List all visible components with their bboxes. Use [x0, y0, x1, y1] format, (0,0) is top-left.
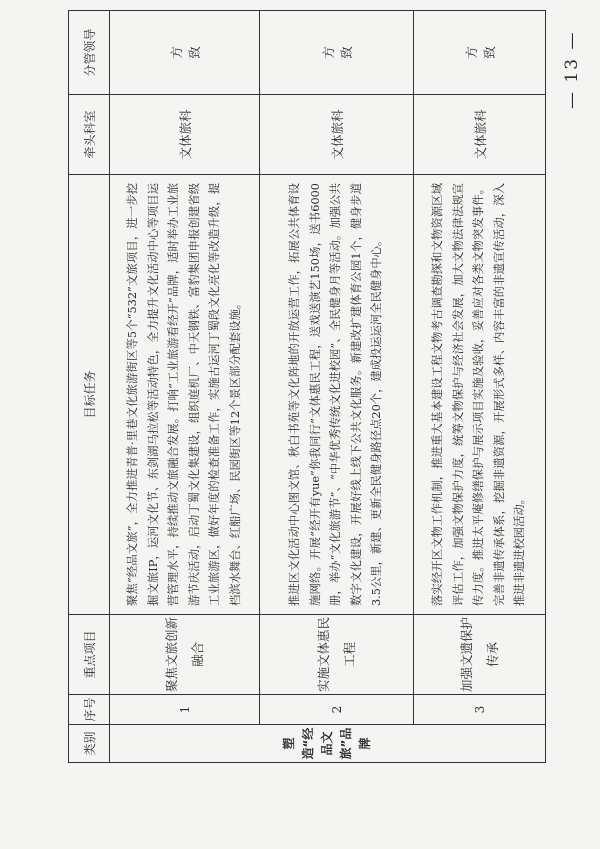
project-name: 加强文遗保护传承 — [414, 615, 546, 695]
category-cell: 塑造“经品文旅”品牌 — [110, 725, 546, 763]
row-number: 2 — [260, 695, 414, 725]
table-row — [414, 11, 546, 763]
project-name: 聚焦文旅创新融合 — [110, 615, 260, 695]
responsible-leader: 方 致 — [260, 11, 414, 95]
lead-department: 文体旅科 — [260, 95, 414, 175]
table-row — [110, 11, 260, 763]
page-number: — 13 — — [562, 30, 582, 109]
header-project: 重点项目 — [69, 615, 110, 695]
header-no: 序号 — [69, 695, 110, 725]
row-number: 1 — [110, 695, 260, 725]
task-table — [68, 10, 546, 763]
task-description: 推进区文化活动中心图文馆、秋白书苑等文化阵地的开放运营工作，拓展公共体育设施网络。开展“经开有yue”你我同行”文体惠民工程，送戏送演艺150场，送书6000册，举办“文化旅游节”、“中华优秀传统文化进校园”、全民健身月等活动。加强公共数字文化建设，开展好线上线下公共文化服务。新建改扩建体育公园1个，健身步道3.5公里，新建、更新全民健身路径点20个，建成投运运河全民健身中心。 — [260, 175, 414, 615]
task-description: 落实经开区文物工作机制，推进重大基本建设工程文物考古调查勘探和文物资源区域评估工作，加强文物保护力度，统筹文物保护与经济社会发展，加大文物法律法规宣传力度。推进太平庵修缮保护与展示项目实施及验收，妥善应对各类文物突发事件。完善非遗传承体系，挖掘非遗资源，开展形式多样、内容丰富的非遗宣传活动，深入推进非遗进校园活动。 — [414, 175, 546, 615]
responsible-leader: 方 致 — [110, 11, 260, 95]
lead-department: 文体旅科 — [414, 95, 546, 175]
header-task: 目标任务 — [69, 175, 110, 615]
task-description: 聚焦“经品文旅”，全力推进青普·里巷文化旅游街区等5个“532”文旅项目，进一步挖掘文旅IP，运河文化节、东剑湖马拉松等活动特色，全力提升文化活动中心等项目运营管理水平，持续推动文旅融合发展。打响“工业旅游看经开”品牌，适时举办工业旅游节庆活动，启动丁蜀文化集建设，组织庭机厂、中天钢铁、富豹集团申报创建省级工业旅游区，做好年度的检查准备工作，实施古运河丁蜀段文化亮化等改造升级，提档滨水舞台、红船广场、民园街区等12个景区部分配套设施。 — [110, 175, 260, 615]
table-header-row — [69, 11, 110, 763]
project-name: 实施文体惠民工程 — [260, 615, 414, 695]
row-number: 3 — [414, 695, 546, 725]
header-category: 类别 — [69, 725, 110, 763]
header-dept: 牵头科室 — [69, 95, 110, 175]
responsible-leader: 方 致 — [414, 11, 546, 95]
table-row — [260, 11, 414, 763]
lead-department: 文体旅科 — [110, 95, 260, 175]
header-leader: 分管领导 — [69, 11, 110, 95]
